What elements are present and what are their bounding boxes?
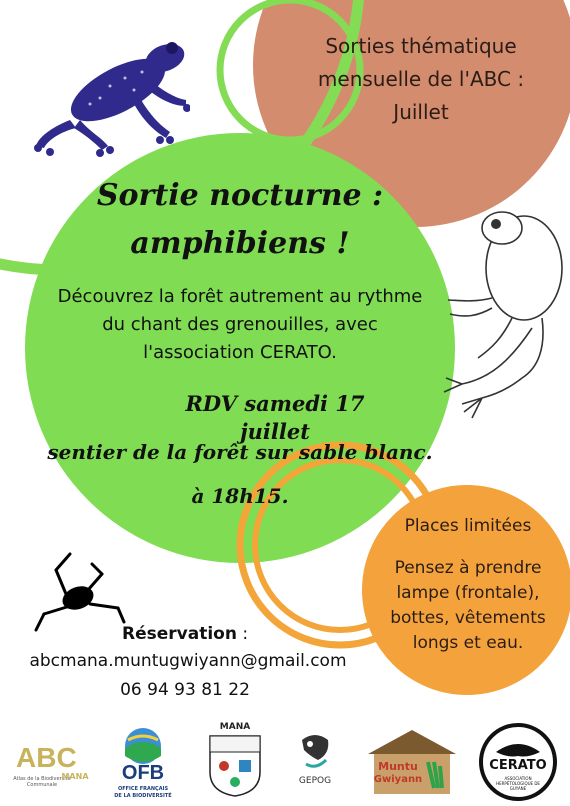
gepog-logo (290, 730, 340, 794)
mana-logo (206, 722, 264, 798)
ofb-logo-sub1: OFFICE FRANÇAIS (117, 786, 169, 792)
gepog-logo-text: GEPOG (298, 776, 332, 786)
mana-logo-text: MANA (219, 722, 251, 732)
cerato-logo-text: CERATO (489, 758, 547, 773)
event-date: RDV samedi 17 juillet (185, 391, 365, 444)
bring-line: longs et eau. (412, 633, 524, 653)
frog-silhouette-icon (30, 550, 130, 642)
places-limited: Places limitées (404, 516, 532, 536)
ofb-logo-sub2: DE LA BIODIVERSITÉ (114, 793, 172, 799)
intro-line: l'association CERATO. (143, 342, 337, 363)
muntu-logo-text1: Muntu (378, 760, 418, 773)
reservation-heading (122, 624, 248, 644)
muntu-logo-text2: Gwiyann (373, 774, 423, 785)
reservation-phone[interactable]: 06 94 93 81 22 (120, 680, 250, 700)
ofb-logo (108, 726, 178, 802)
event-place: sentier de la forêt sur sable blanc. (47, 440, 433, 464)
header-text (296, 30, 546, 129)
ofb-emblem-icon (108, 726, 178, 766)
abc-logo-text: ABC (16, 742, 77, 773)
frog-purple-icon (30, 28, 190, 158)
header-line: Sorties thématique (325, 34, 517, 58)
abc-logo-small: Atlas de la Biodiversité Communale (13, 776, 71, 788)
cerato-logo-small: ASSOCIATION HERPÉTOLOGIQUE DE GUYANE (496, 776, 540, 791)
intro-line: du chant des grenouilles, avec (102, 314, 378, 335)
page-title (70, 172, 410, 268)
bring-list (378, 556, 558, 656)
event-time: à 18h15. (191, 484, 289, 508)
reservation-label: Réservation (122, 624, 237, 644)
header-line: mensuelle de l'ABC : (317, 67, 525, 91)
frog-sketch-icon (442, 208, 570, 420)
header-line: Juillet (393, 100, 449, 124)
mana-shield-icon (206, 732, 264, 798)
abc-logo-tag: MANA (61, 772, 89, 781)
muntu-logo (364, 726, 460, 798)
gepog-bird-icon (290, 730, 340, 774)
reservation-email[interactable]: abcmana.muntugwiyann@gmail.com (29, 651, 347, 671)
bring-line: bottes, vêtements (390, 608, 546, 628)
title-line: Sortie nocturne : (96, 178, 384, 213)
title-line: amphibiens ! (130, 226, 350, 261)
ofb-logo-text: OFB (121, 762, 165, 784)
bring-line: lampe (frontale), (396, 583, 540, 603)
abc-logo (12, 742, 92, 792)
intro-line: Découvrez la forêt autrement au rythme (57, 286, 423, 307)
cerato-logo (478, 722, 558, 802)
bring-line: Pensez à prendre (394, 558, 542, 578)
reservation-colon: : (236, 624, 249, 644)
intro-text (20, 283, 460, 367)
